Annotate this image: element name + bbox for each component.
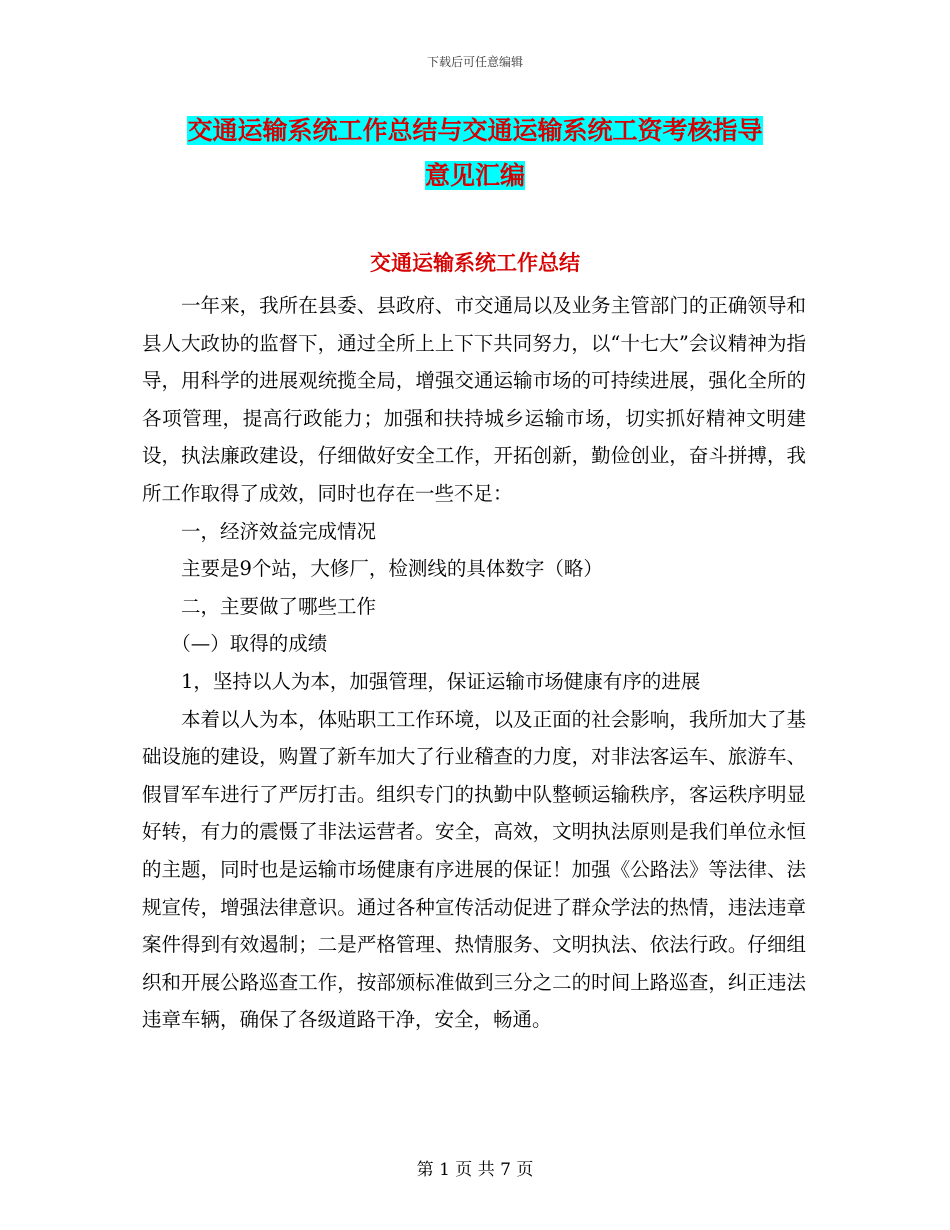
page-header-note: 下载后可任意编辑: [426, 55, 523, 69]
heading-people-oriented: 1，坚持以人为本，加强管理，保证运输市场健康有序的进展: [181, 669, 701, 693]
page-footer: 第 1 页 共 7 页: [416, 1160, 534, 1180]
paragraph-intro: 一年来，我所在县委、县政府、市交通局以及业务主管部门的正确领导和县人大政协的监督下，通过全所上上下下共同努力，以“十七大”会议精神为指导，用科学的进展观统揽全局，增强交通运输市场的可持续进展，强化全所的各项管理，提高行政能力；加强和扶持城乡运输市场，切实抓好精神文明建设，执法廉政建设，仔细做好安全工作，开拓创新，勤俭创业，奋斗拼搏，我所工作取得了成效，同时也存在一些不足：: [142, 294, 806, 505]
section-title: 交通运输系统工作总结: [370, 250, 580, 275]
document-title-line-1: 交通运输系统工作总结与交通运输系统工资考核指导: [187, 116, 763, 145]
document-title: [150, 108, 800, 198]
heading-achievements: （—）取得的成绩: [171, 632, 328, 656]
paragraph-people-oriented: 本着以人为本，体贴职工工作环境，以及正面的社会影响，我所加大了基础设施的建设，购置了新车加大了行业稽查的力度，对非法客运车、旅游车、假冒军车进行了严厉打击。组织专门的执勤中队整顿运输秩序，客运秩序明显好转，有力的震慑了非法运营者。安全，高效，文明执法原则是我们单位永恒的主题，同时也是运输市场健康有序进展的保证！加强《公路法》等法律、法规宣传，增强法律意识。通过各种宣传活动促进了群众学法的热情，违法违章案件得到有效遏制；二是严格管理、热情服务、文明执法、依法行政。仔细组织和开展公路巡查工作，按部颁标准做到三分之二的时间上路巡查，纠正违法违章车辆，确保了各级道路干净，安全，畅通。: [142, 707, 806, 1032]
document-title-line-2: 意见汇编: [424, 161, 525, 190]
document-body: [142, 287, 806, 1039]
paragraph-economic-details: 主要是9个站，大修厂，检测线的具体数字（略）: [181, 557, 603, 581]
heading-economic-results: 一，经济效益完成情况: [181, 519, 377, 543]
heading-main-work: 二，主要做了哪些工作: [181, 594, 377, 618]
